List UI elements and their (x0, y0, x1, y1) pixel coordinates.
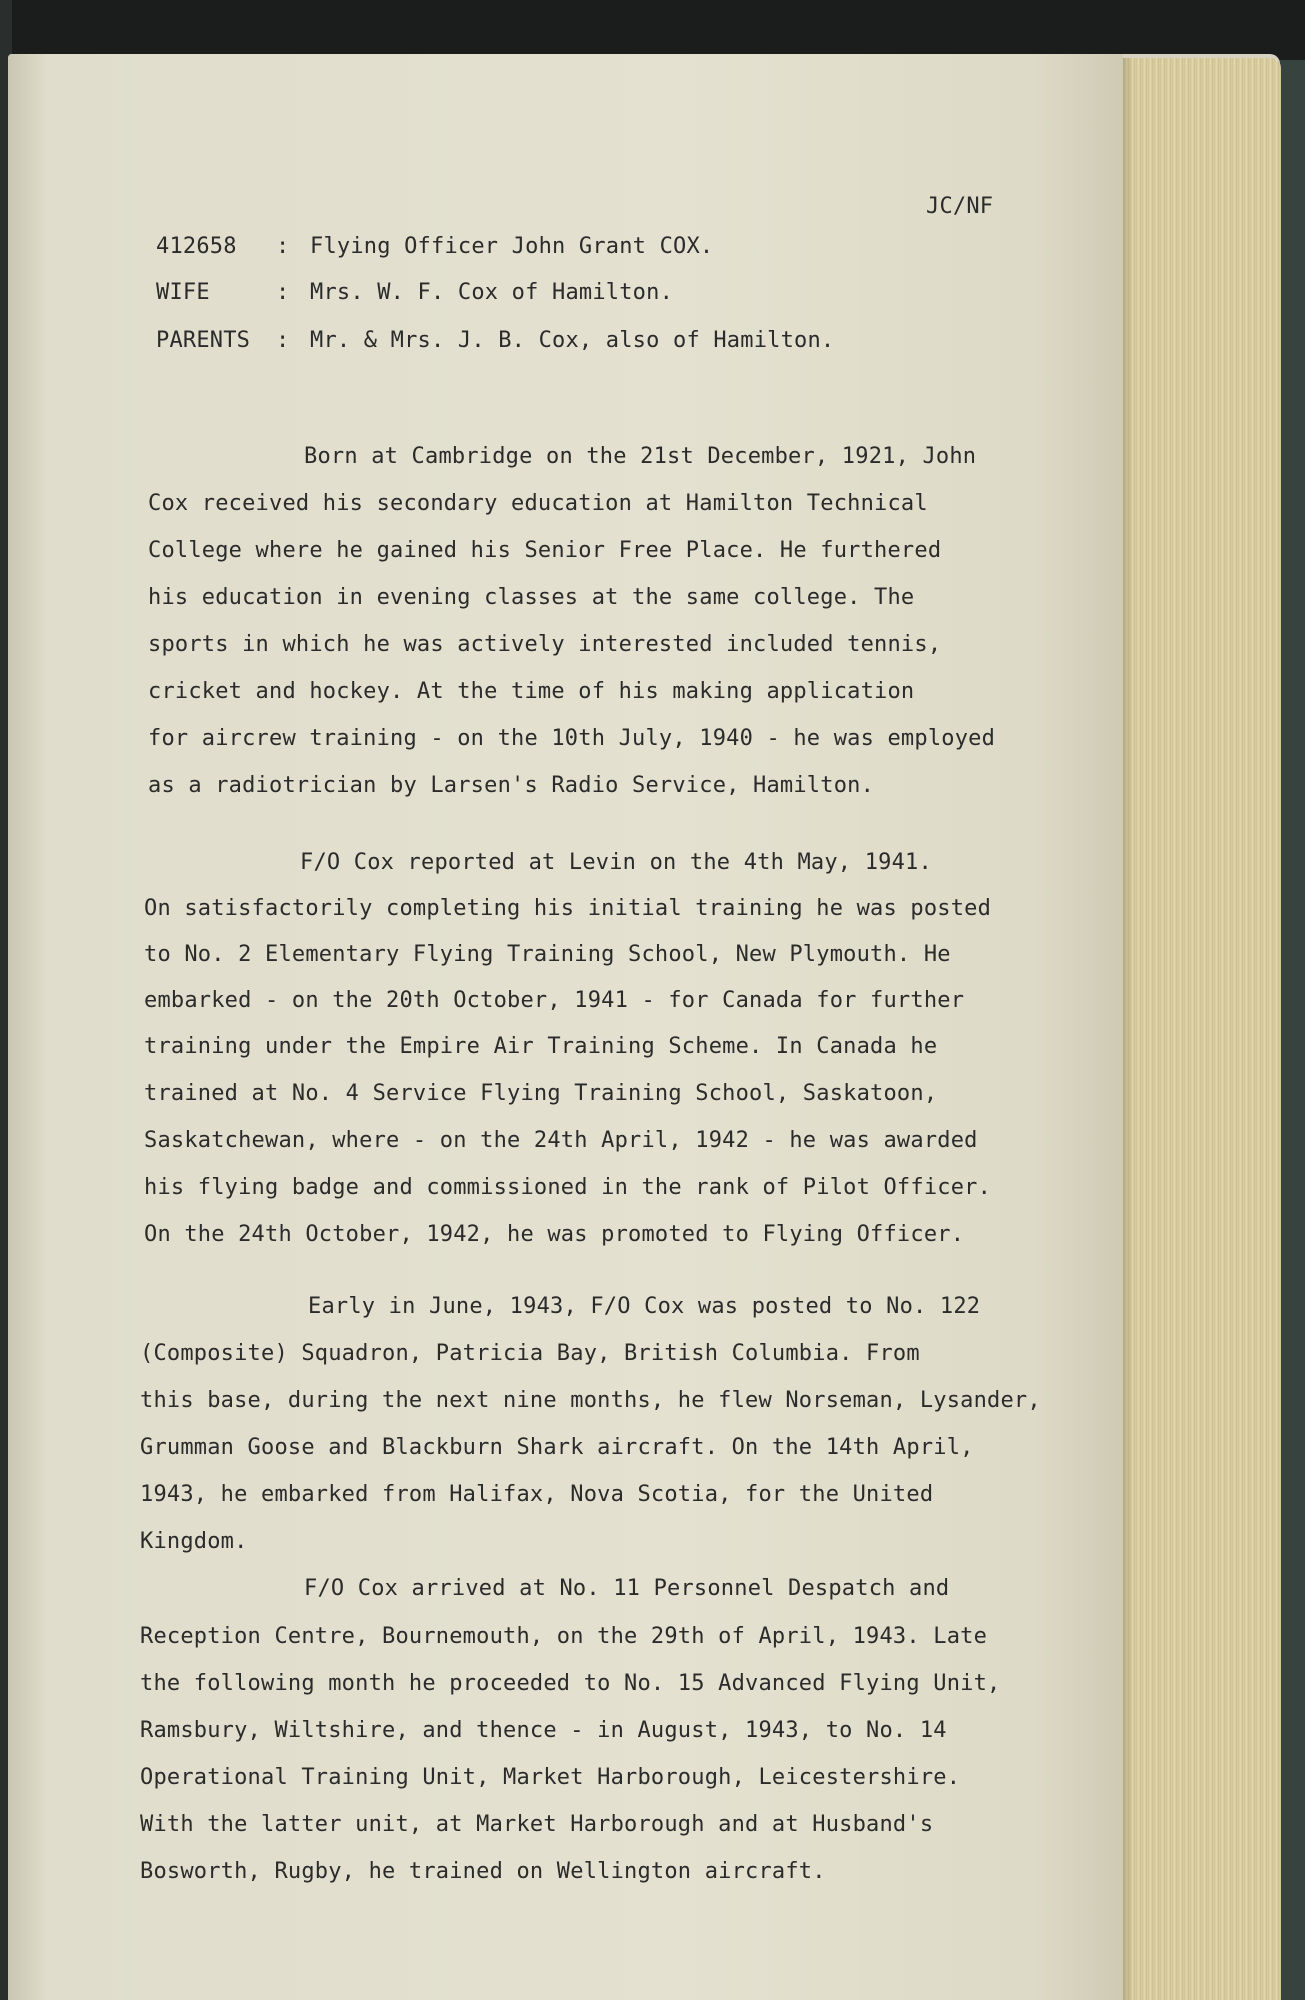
text-line: F/O Cox reported at Levin on the 4th May, 1941. (300, 850, 932, 875)
text-line: for aircrew training - on the 10th July, 1940 - he was employed (148, 726, 996, 751)
text-line: (Composite) Squadron, Patricia Bay, British Columbia. From (140, 1341, 920, 1366)
text-line: his education in evening classes at the same college. The (148, 585, 915, 610)
text-line: the following month he proceeded to No. 15 Advanced Flying Unit, (140, 1671, 1001, 1696)
text-line: training under the Empire Air Training Scheme. In Canada he (144, 1034, 938, 1059)
document-page (8, 54, 1123, 2000)
text-line: to No. 2 Elementary Flying Training School, New Plymouth. He (144, 942, 951, 967)
header-colon: : (276, 234, 290, 259)
text-line: cricket and hockey. At the time of his making application (148, 679, 915, 704)
text-line: Grumman Goose and Blackburn Shark aircraft. On the 14th April, (140, 1435, 974, 1460)
text-line: Born at Cambridge on the 21st December, 1921, John (304, 444, 977, 469)
text-line: On the 24th October, 1942, he was promoted to Flying Officer. (144, 1222, 965, 1247)
text-line: On satisfactorily completing his initial training he was posted (144, 896, 992, 921)
officer-name: Flying Officer John Grant COX. (310, 234, 714, 259)
text-line: embarked - on the 20th October, 1941 - for Canada for further (144, 988, 965, 1013)
text-line: Reception Centre, Bournemouth, on the 29th of April, 1943. Late (140, 1624, 988, 1649)
text-line: 1943, he embarked from Halifax, Nova Scotia, for the United (140, 1482, 934, 1507)
text-line: Cox received his secondary education at Hamilton Technical (148, 491, 928, 516)
text-line: Operational Training Unit, Market Harborough, Leicestershire. (140, 1765, 961, 1790)
reference-code: JC/NF (926, 194, 994, 219)
text-line: trained at No. 4 Service Flying Training School, Saskatoon, (144, 1081, 938, 1106)
text-line: as a radiotrician by Larsen's Radio Service, Hamilton. (148, 773, 875, 798)
header-colon: : (276, 328, 290, 353)
text-line: Early in June, 1943, F/O Cox was posted to No. 122 (308, 1294, 981, 1319)
text-line: Kingdom. (140, 1529, 248, 1554)
text-line: sports in which he was actively interested included tennis, (148, 632, 942, 657)
parents-value: Mr. & Mrs. J. B. Cox, also of Hamilton. (310, 328, 835, 353)
service-number: 412658 (156, 234, 237, 259)
parents-label: PARENTS (156, 328, 251, 353)
text-line: Bosworth, Rugby, he trained on Wellington aircraft. (140, 1859, 826, 1884)
header-colon: : (276, 280, 290, 305)
text-line: his flying badge and commissioned in the rank of Pilot Officer. (144, 1175, 992, 1200)
text-line: Saskatchewan, where - on the 24th April, 1942 - he was awarded (144, 1128, 978, 1153)
wife-value: Mrs. W. F. Cox of Hamilton. (310, 280, 674, 305)
page-edges (1123, 58, 1281, 2000)
text-line: F/O Cox arrived at No. 11 Personnel Despatch and (304, 1576, 950, 1601)
text-line: Ramsbury, Wiltshire, and thence - in August, 1943, to No. 14 (140, 1718, 947, 1743)
text-line: this base, during the next nine months, he flew Norseman, Lysander, (140, 1388, 1041, 1413)
text-line: With the latter unit, at Market Harborough and at Husband's (140, 1812, 934, 1837)
text-line: College where he gained his Senior Free Place. He furthered (148, 538, 942, 563)
wife-label: WIFE (156, 280, 210, 305)
